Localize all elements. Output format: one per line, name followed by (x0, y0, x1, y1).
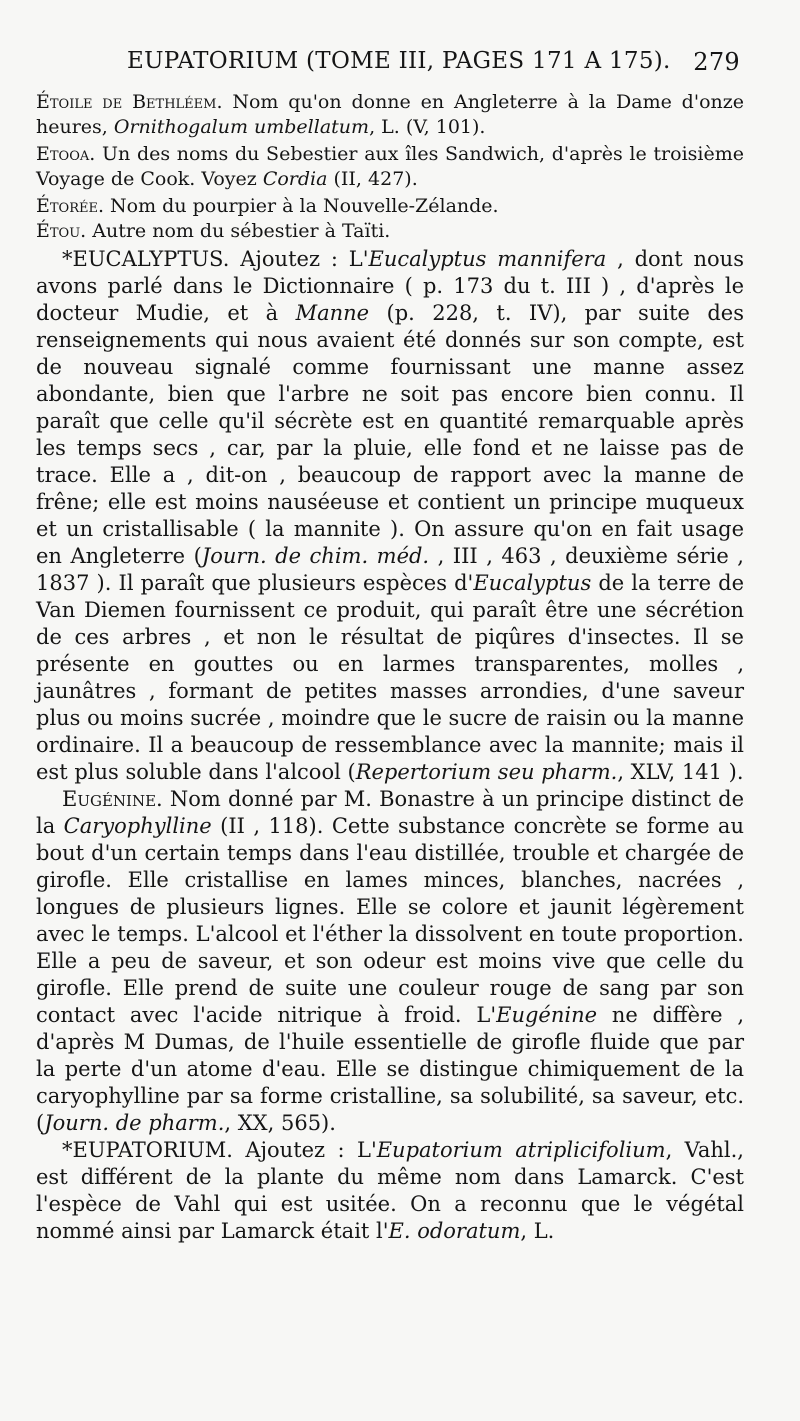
entry-text: ne diffère , d'après M Dumas, de l'huile essentielle de girofle fluide que par la perte d'un atome d'eau. Elle se distingue chimiquement de la caryophylline par sa forme cristalline, sa solubilité, sa saveur, etc. ( (36, 1003, 744, 1135)
entry-text: Nom donné par M. Bonastre à un principe distinct de la (36, 787, 744, 838)
entry-italic: Ornithogalum umbellatum (113, 116, 370, 138)
page-body (36, 90, 744, 1245)
entry-italic: Journ. de chim. méd. (201, 544, 430, 568)
entry-headword: Étou. (36, 220, 87, 242)
entry-headword: *EUCALYPTUS. (62, 247, 230, 271)
entry-headword: Eugénine. (62, 787, 163, 811)
entry-etooa (36, 142, 744, 192)
entry-text: , III , 463 , deuxième série , 1837 ). Il paraît que plusieurs espèces d' (36, 544, 744, 595)
entry-headword: Etooa. (36, 143, 96, 165)
page-number: 279 (693, 48, 740, 76)
running-header (127, 48, 740, 88)
entry-eupatorium (36, 1137, 744, 1245)
entry-text: , XX, 565). (224, 1111, 336, 1135)
entry-etoile-de-bethleem (36, 90, 744, 140)
entry-text: , L. (V, 101). (369, 116, 486, 138)
entry-text: Nom qu'on donne en Angleterre à la Dame d'onze heures, (36, 91, 745, 138)
entry-italic: Eugénine (496, 1003, 598, 1027)
entry-eucalyptus (36, 246, 744, 786)
entry-etou (36, 219, 744, 244)
entry-eugenine (36, 786, 744, 1137)
entry-etoree (36, 194, 744, 219)
entry-text: , Vahl., est différent de la plante du même nom dans Lamarck. C'est l'espèce de Vahl qui est usitée. On a reconnu que le végétal nommé ainsi par Lamarck était l' (36, 1138, 744, 1243)
entry-text: Ajoutez : L' (232, 1138, 377, 1162)
entry-text: Autre nom du sébestier à Taïti. (86, 220, 391, 242)
entry-text: (II , 118). Cette substance concrète se forme au bout d'un certain temps dans l'eau distillée, trouble et chargée de girofle. Elle cristallise en lames minces, blanches, nacrées , longues de plusieurs lignes. Elle se colore et jaunit légèrement avec le temps. L'alcool et l'éther la dissolvent en toute proportion. Elle a peu de saveur, et son odeur est moins vive que celle du girofle. Elle prend de suite une couleur rouge de sang par son contact avec l'acide nitrique à froid. L' (36, 814, 744, 1027)
entry-text: (II, 427). (327, 168, 418, 190)
entry-headword: Étoile de Bethléem. (36, 91, 223, 113)
entry-text: (p. 228, t. IV), par suite des renseignements qui nous avaient été donnés sur son compte, est de nouveau signalé comme fournissant une manne assez abondante, bien que l'arbre ne soit pas encore bien connu. Il paraît que celle qu'il sécrète est en quantité remarquable après les temps secs , car, par la pluie, elle fond et ne laisse pas de trace. Elle a , dit-on , beaucoup de rapport avec la manne de frêne; elle est moins nauséeuse et contient un principe muqueux et un cristallisable ( la mannite ). On assure qu'on en fait usage en Angleterre ( (36, 301, 744, 568)
entry-text: , XLV, 141 ). (617, 760, 744, 784)
entry-italic: Eucalyptus (473, 571, 592, 595)
entry-italic: Eupatorium atriplicifolium (376, 1138, 666, 1162)
entry-headword: Étorée. (36, 195, 105, 217)
entry-italic: Manne (295, 301, 370, 325)
entry-italic: Repertorium seu pharm. (355, 760, 618, 784)
entry-headword: *EUPATORIUM. (62, 1138, 233, 1162)
entry-italic: Caryophylline (63, 814, 212, 838)
entry-italic: Cordia (262, 168, 328, 190)
entry-text: Un des noms du Sebestier aux îles Sandwich, d'après le troisième Voyage de Cook. Voyez (36, 143, 744, 190)
running-title: EUPATORIUM (TOME III, PAGES 171 A 175). (127, 48, 671, 74)
entry-italic: Eucalyptus mannifera (368, 247, 607, 271)
entry-text: Nom du pourpier à la Nouvelle-Zélande. (104, 195, 499, 217)
entry-text: , L. (520, 1219, 555, 1243)
entry-text: Ajoutez : L' (229, 247, 369, 271)
entry-text: de la terre de Van Diemen fournissent ce produit, qui paraît être une sécrétion de ces arbres , et non le résultat de piqûres d'insectes. Il se présente en gouttes ou en larmes transparentes, molles , jaunâtres , formant de petites masses arrondies, d'une saveur plus ou moins sucrée , moindre que le sucre de raisin ou la manne ordinaire. Il a beaucoup de ressemblance avec la mannite; mais il est plus soluble dans l'alcool ( (36, 571, 744, 784)
entry-italic: Journ. de pharm. (44, 1111, 225, 1135)
entry-text: , dont nous avons parlé dans le Dictionnaire ( p. 173 du t. III ) , d'après le docteur Mudie, et à (36, 247, 744, 325)
entry-italic: E. odoratum (388, 1219, 521, 1243)
